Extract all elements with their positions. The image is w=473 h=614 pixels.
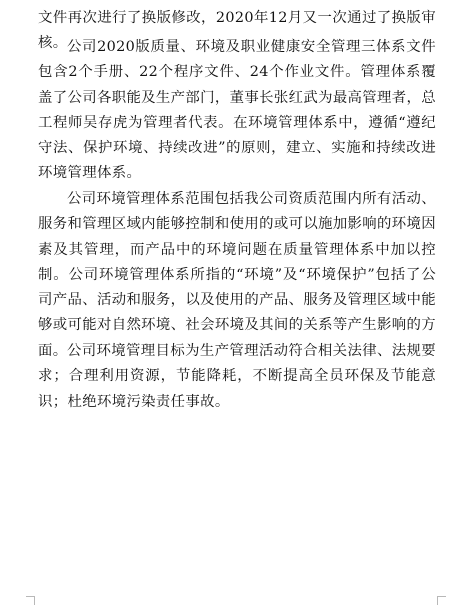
paragraph-environment-scope: 公司环境管理体系范围包括我公司资质范围内所有活动、服务和管理区域内能够控制和使用的或可以施加影响的环境因素及其管理，而产品中的环境问题在质量管理体系中加以控制。公司环境管理体系所指的“环境”及“环境保护”包括了公司产品、活动和服务，以及使用的产品、服务及管理区域中能够或可能对自然环境、社会环境及其间的关系等产生影响的方面。: [38, 191, 436, 359]
margin-corner-mark-right: [437, 596, 446, 605]
paragraph-environment-goals: 公司环境管理目标为生产管理活动符合相关法律、法规要求；合理利用资源，节能降耗，不断提高全员环保及节能意识；杜绝环境污染责任事故。: [38, 343, 436, 410]
paragraph-management-system: 公司2020版质量、环境及职业健康安全管理三体系文件包含2个手册、22个程序文件、24个作业文件。管理体系覆盖了公司各职能及生产部门，董事长张红武为最高管理者，总工程师吴存虎为管理者代表。在环境管理体系中，遵循“遵纪守法、保护环境、持续改进”的原则，建立、实施和持续改进环境管理体系。: [38, 39, 436, 182]
margin-corner-mark-left: [26, 596, 35, 605]
paragraph-continuation: 文件再次进行了换版修改，2020年12月又一次通过了换版审核。: [38, 10, 436, 52]
